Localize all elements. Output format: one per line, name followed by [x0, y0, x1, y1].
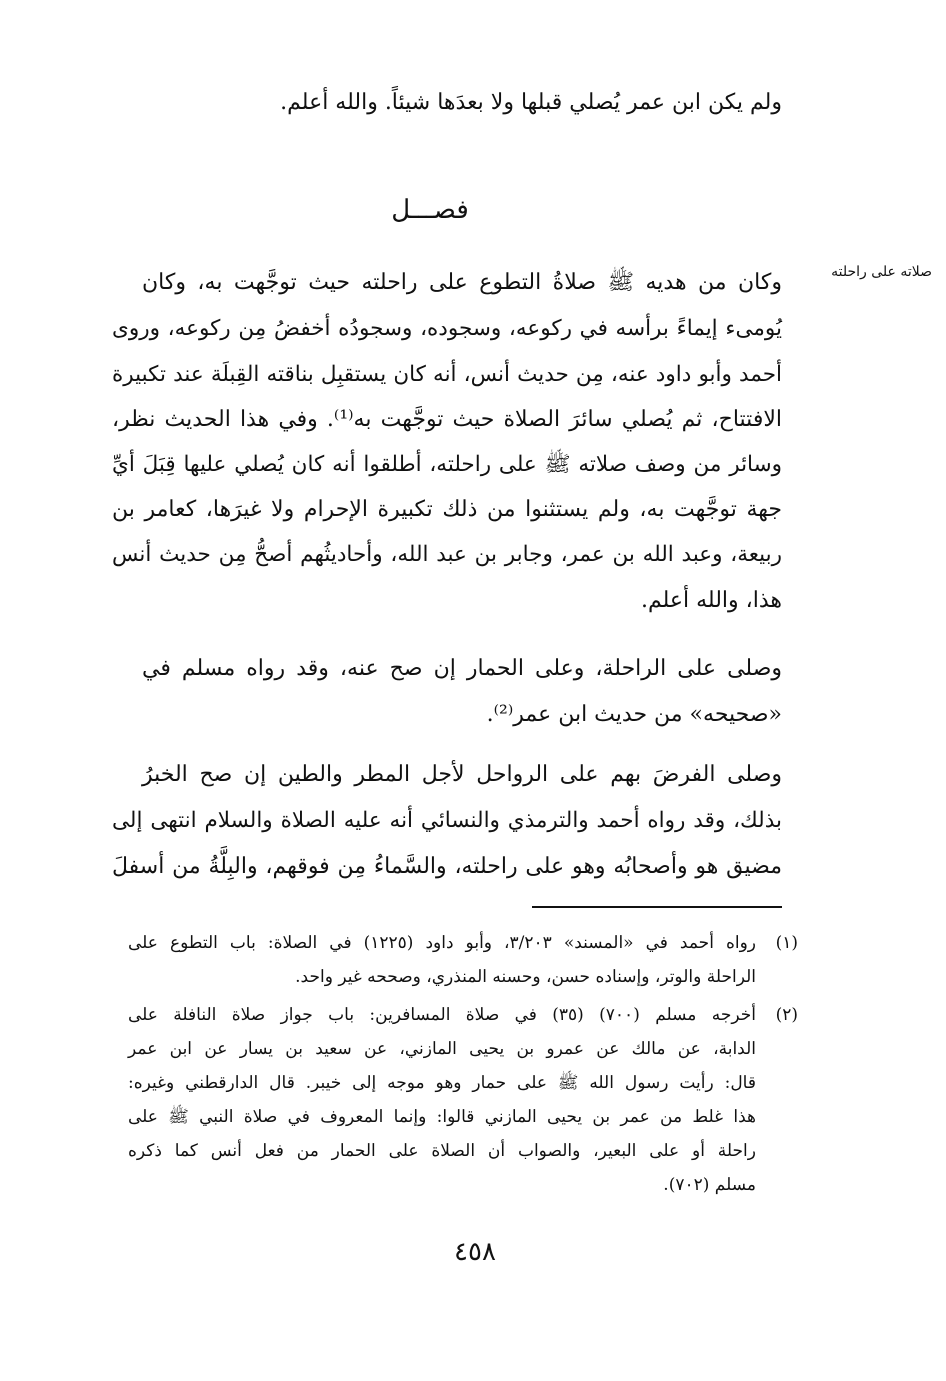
footnote-2-line-4: هذا غلط من عمر بن يحيى المازني قالوا: وإنما المعروف في صلاة النبي ﷺ على — [128, 1107, 756, 1127]
side-note: صلاته على راحلته — [831, 264, 932, 280]
paragraph-1-line-1: وكان من هديه ﷺ صلاةُ التطوع على راحلته حيث توجَّهت به، وكان — [142, 270, 782, 295]
footnote-2-number: (٢) — [775, 1005, 798, 1025]
paragraph-1-line-2: يُومىء إيماءً برأسه في ركوعه، وسجوده، وسجودُه أخفضُ مِن ركوعه، وروى — [112, 316, 782, 341]
footnote-1-line-1: رواه أحمد في «المسند» ٣/٢٠٣، وأبو داود (١٢٢٥) في الصلاة: باب التطوع على — [128, 933, 756, 953]
paragraph-3-line-2: بذلك، وقد رواه أحمد والترمذي والنسائي أنه عليه الصلاة والسلام انتهى إلى — [112, 808, 782, 833]
paragraph-3-line-1: وصلى الفرضَ بهم على الرواحل لأجل المطر والطين إن صح الخبرُ — [142, 762, 782, 787]
paragraph-1-line-5: وسائر من وصف صلاته ﷺ على راحلته، أطلقوا أنه كان يُصلي عليها قِبَلَ أيِّ — [112, 452, 782, 477]
footnote-separator — [532, 906, 782, 908]
paragraph-2-line-1: وصلى على الراحلة، وعلى الحمار إن صح عنه، وقد رواه مسلم في — [142, 656, 782, 681]
paragraph-1-line-3: أحمد وأبو داود عنه، مِن حديث أنس، أنه كان يستقبِل بناقته القِبلَة عند تكبيرة — [112, 362, 782, 387]
footnote-2-line-6: مسلم (٧٠٢). — [663, 1175, 756, 1195]
footnote-1-number: (١) — [775, 933, 798, 953]
footnote-2-line-2: الدابة، عن مالك عن عمرو بن يحيى المازني، عن سعيد بن يسار عن ابن عمر — [128, 1039, 756, 1059]
footnote-2-line-1: أخرجه مسلم (٧٠٠) (٣٥) في صلاة المسافرين: باب جواز صلاة النافلة على — [128, 1005, 756, 1025]
top-line: ولم يكن ابن عمر يُصلي قبلها ولا بعدَها شيئاً. والله أعلم. — [280, 90, 782, 115]
paragraph-1-line-4: الافتتاح، ثم يُصلي سائرَ الصلاة حيث توجَّهت به⁽¹⁾. وفي هذا الحديث نظر، — [112, 407, 782, 432]
footnote-2-line-5: راحلة أو على البعير، والصواب أن الصلاة على الحمار من فعل أنس كما ذكره — [128, 1141, 756, 1161]
paragraph-2-line-2: «صحيحه» من حديث ابن عمر⁽²⁾. — [486, 702, 782, 727]
section-heading: فصـــل — [391, 195, 469, 225]
paragraph-1-line-6: جهة توجَّهت به، ولم يستثنوا من ذلك تكبيرة الإحرام ولا غيرَها، كعامر بن — [112, 497, 782, 522]
page-number: ٤٥٨ — [454, 1237, 496, 1267]
paragraph-1-line-8: هذا، والله أعلم. — [640, 588, 782, 613]
footnote-2-line-3: قال: رأيت رسول الله ﷺ على حمار وهو موجه إلى خيبر. قال الدارقطني وغيره: — [128, 1073, 756, 1093]
paragraph-3-line-3: مضيق هو وأصحابُه وهو على راحلته، والسَّماءُ مِن فوقهم، والبِلَّةُ من أسفلَ — [112, 854, 782, 879]
footnote-1-line-2: الراحلة والوتر، وإسناده حسن، وحسنه المنذري، وصححه غير واحد. — [295, 967, 756, 987]
paragraph-1-line-7: ربيعة، وعبد الله بن عمر، وجابر بن عبد الله، وأحاديثُهم أصحُّ مِن حديث أنس — [112, 542, 782, 567]
